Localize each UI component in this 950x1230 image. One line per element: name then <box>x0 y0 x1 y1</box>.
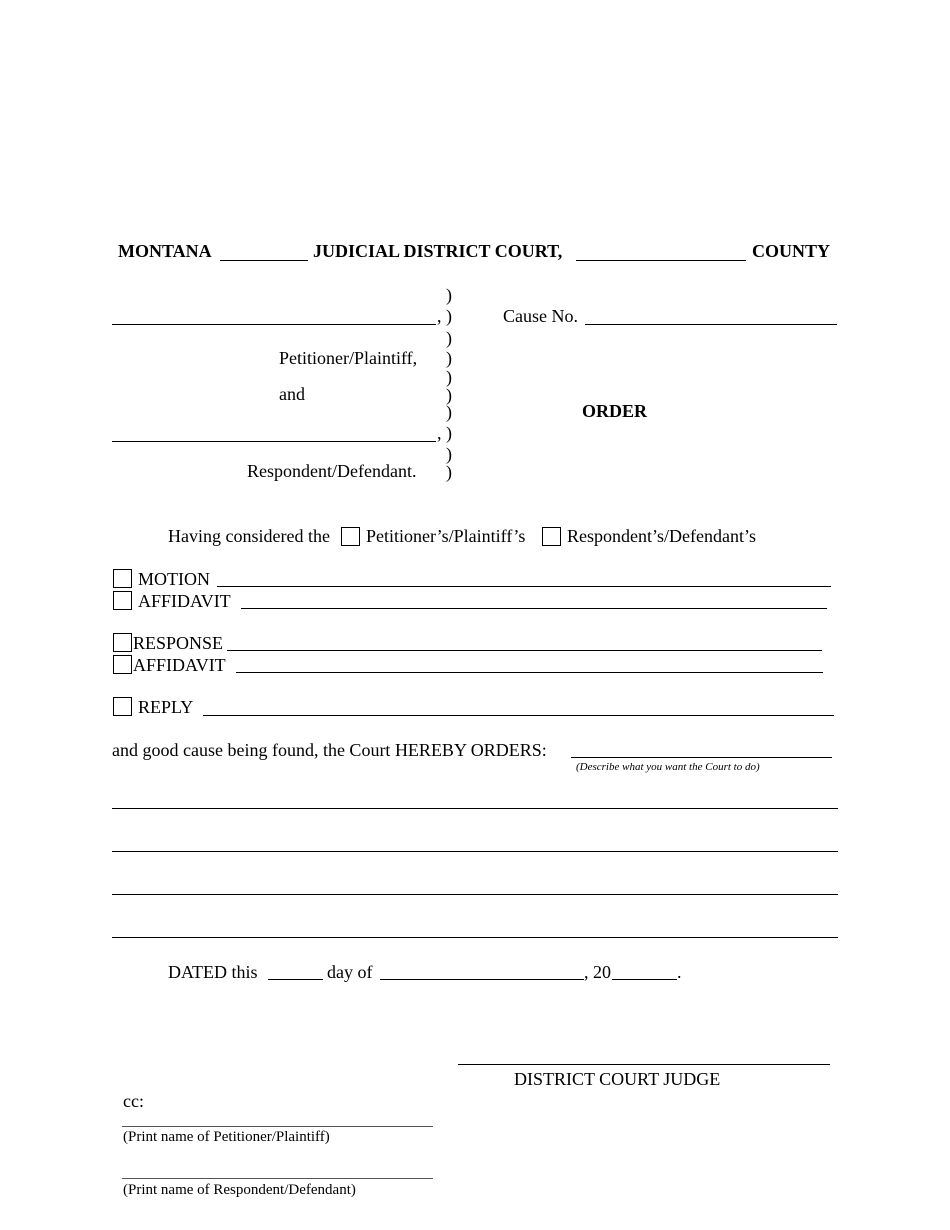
header-county: COUNTY <box>752 241 831 261</box>
response-affidavit-label: AFFIDAVIT <box>133 655 226 675</box>
header-state: MONTANA <box>118 241 212 261</box>
cause-number-label: Cause No. <box>503 306 578 326</box>
cc-respondent-field[interactable] <box>122 1178 433 1179</box>
caption-paren: ) <box>446 367 452 387</box>
dated-prefix: DATED this <box>168 962 258 982</box>
affidavit-checkbox[interactable] <box>113 591 132 610</box>
response-field[interactable] <box>227 650 822 651</box>
county-name-field[interactable] <box>576 260 746 261</box>
orders-line-field[interactable] <box>112 851 838 852</box>
judge-signature-field[interactable] <box>458 1064 830 1065</box>
cc-label: cc: <box>123 1091 144 1111</box>
cc-respondent-hint: (Print name of Respondent/Defendant) <box>123 1182 356 1198</box>
response-affidavit-field[interactable] <box>236 672 823 673</box>
district-number-field[interactable] <box>220 260 308 261</box>
orders-line-field[interactable] <box>112 808 838 809</box>
caption-comma: , <box>437 423 442 443</box>
document-title: ORDER <box>582 401 648 421</box>
petitioner-name-field[interactable] <box>112 324 436 325</box>
cause-number-field[interactable] <box>585 324 837 325</box>
affidavit-field[interactable] <box>241 608 827 609</box>
orders-line-field[interactable] <box>112 937 838 938</box>
response-affidavit-checkbox[interactable] <box>113 655 132 674</box>
year-prefix: , 20 <box>584 962 611 982</box>
and-label: and <box>279 384 305 404</box>
day-field[interactable] <box>268 979 323 980</box>
caption-paren: ) <box>446 385 452 405</box>
petitioner-label: Petitioner/Plaintiff, <box>279 348 418 368</box>
considered-lead: Having considered the <box>168 526 330 546</box>
caption-paren: ) <box>446 444 452 464</box>
orders-first-line-field[interactable] <box>571 757 832 758</box>
respondent-label: Respondent/Defendant. <box>247 461 417 481</box>
response-label: RESPONSE <box>133 633 224 653</box>
petitioner-checkbox[interactable] <box>341 527 360 546</box>
respondent-name-field[interactable] <box>112 441 436 442</box>
caption-comma: , <box>437 306 442 326</box>
orders-line-field[interactable] <box>112 894 838 895</box>
month-field[interactable] <box>380 979 584 980</box>
respondent-option-label: Respondent’s/Defendant’s <box>567 526 756 546</box>
caption-paren: ) <box>446 328 452 348</box>
caption-paren: ) <box>446 402 452 422</box>
caption-paren: ) <box>446 285 452 305</box>
reply-checkbox[interactable] <box>113 697 132 716</box>
orders-hint: (Describe what you want the Court to do) <box>576 761 760 773</box>
dated-period: . <box>677 962 682 982</box>
header-court: JUDICIAL DISTRICT COURT, <box>313 241 563 261</box>
petitioner-option-label: Petitioner’s/Plaintiff’s <box>366 526 526 546</box>
motion-label: MOTION <box>138 569 210 589</box>
affidavit-label: AFFIDAVIT <box>138 591 231 611</box>
reply-field[interactable] <box>203 715 834 716</box>
motion-checkbox[interactable] <box>113 569 132 588</box>
cc-petitioner-field[interactable] <box>122 1126 433 1127</box>
caption-paren: ) <box>446 423 452 443</box>
judge-label: DISTRICT COURT JUDGE <box>514 1069 721 1089</box>
respondent-checkbox[interactable] <box>542 527 561 546</box>
cc-petitioner-hint: (Print name of Petitioner/Plaintiff) <box>123 1129 330 1145</box>
caption-paren: ) <box>446 306 452 326</box>
year-field[interactable] <box>612 979 677 980</box>
day-of-label: day of <box>327 962 373 982</box>
motion-field[interactable] <box>217 586 831 587</box>
response-checkbox[interactable] <box>113 633 132 652</box>
caption-paren: ) <box>446 462 452 482</box>
orders-text: and good cause being found, the Court HEREBY ORDERS: <box>112 740 547 760</box>
reply-label: REPLY <box>138 697 194 717</box>
caption-paren: ) <box>446 348 452 368</box>
